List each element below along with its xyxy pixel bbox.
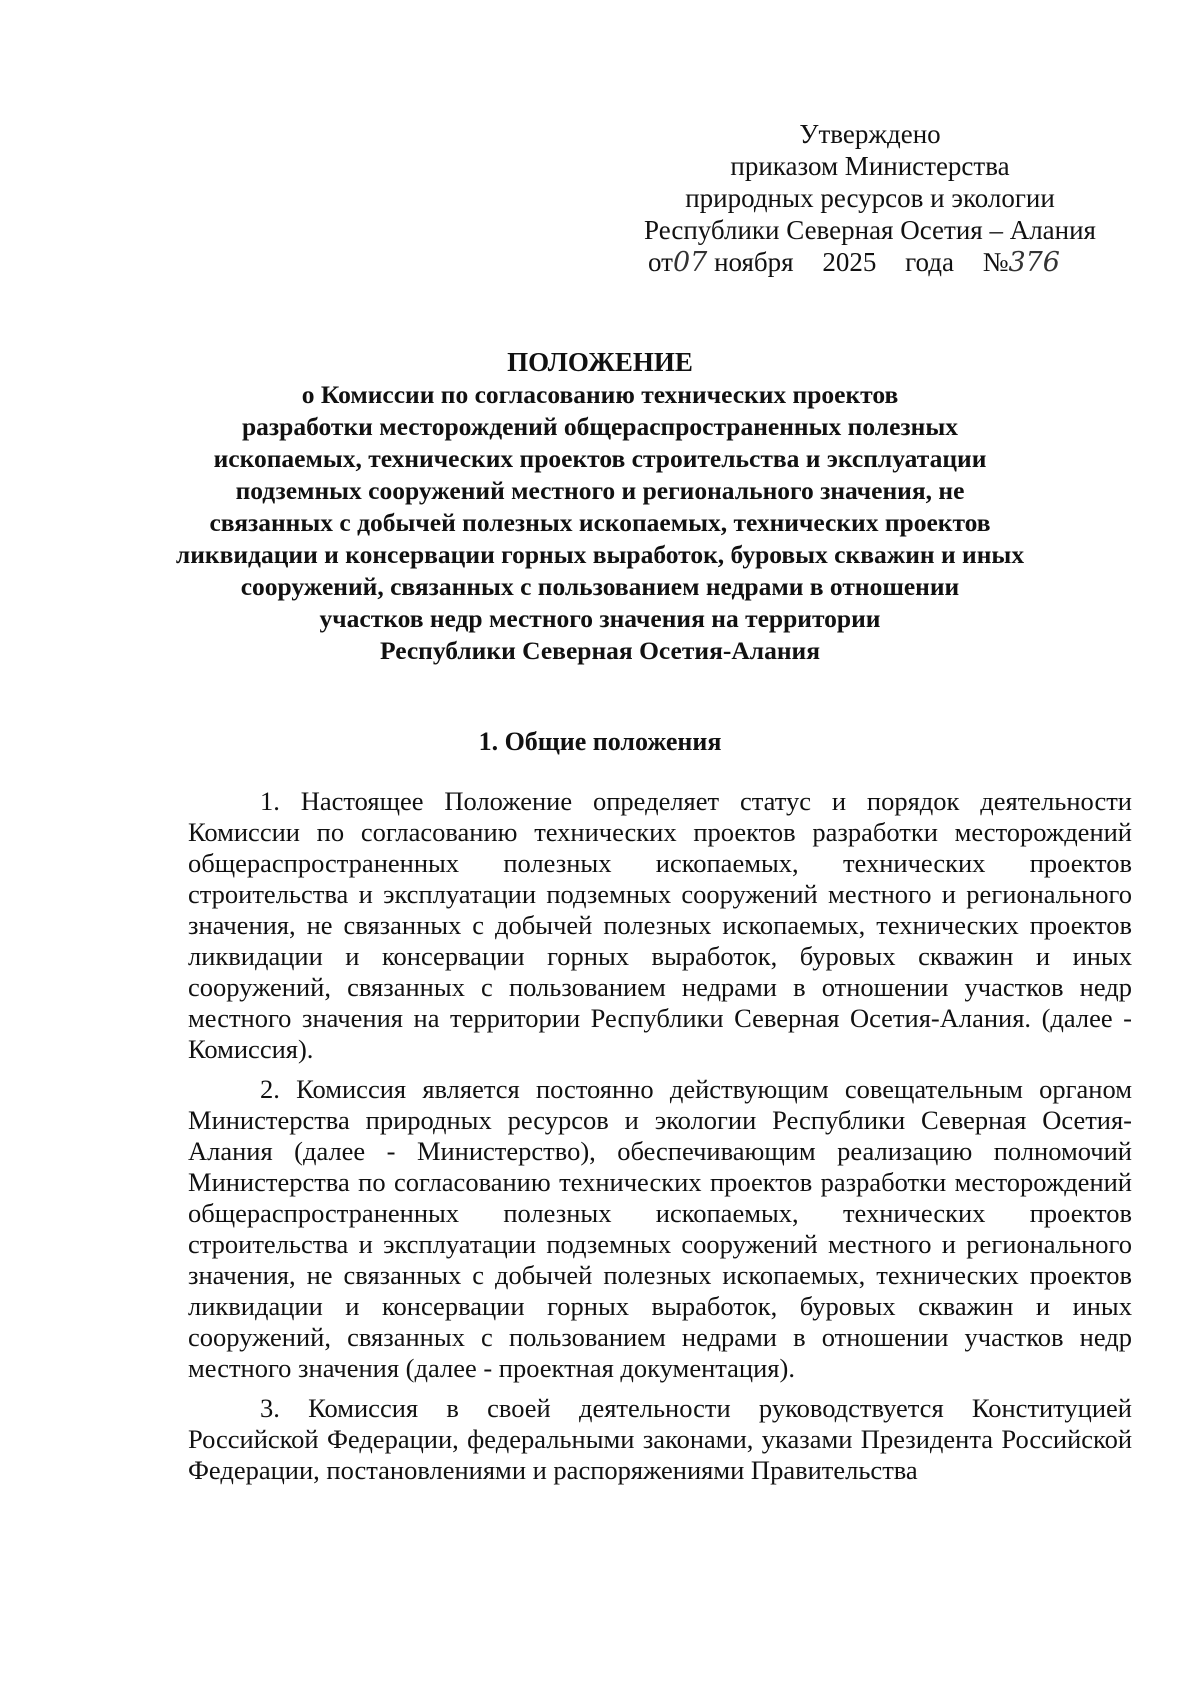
approval-stamp-block: [600, 118, 1140, 279]
document-title: [160, 346, 1040, 667]
title-line: ископаемых, технических проектов строительства и эксплуатации: [213, 444, 987, 473]
title-line: участков недр местного значения на территории: [319, 604, 881, 633]
title-line: Республики Северная Осетия-Алания: [379, 636, 821, 665]
title-line: подземных сооружений местного и регионального значения, не: [235, 476, 965, 505]
approval-line-1: Утверждено: [799, 119, 941, 149]
approval-line-3: природных ресурсов и экологии: [685, 183, 1055, 213]
title-line: сооружений, связанных с пользованием недрами в отношении: [240, 572, 960, 601]
approval-line-4: Республики Северная Осетия – Алания: [644, 215, 1096, 245]
number-sign: №: [982, 247, 1009, 277]
title-line: разработки месторождений общераспространенных полезных: [241, 412, 958, 441]
title-line: связанных с добычей полезных ископаемых, технических проектов: [209, 508, 991, 537]
title-line: ликвидации и консервации горных выработок, буровых скважин и иных: [175, 540, 1025, 569]
handwritten-number: 376: [1008, 247, 1060, 278]
approval-line-2: приказом Министерства: [730, 151, 1010, 181]
paragraph-1: 1. Настоящее Положение определяет статус и порядок деятельности Комиссии по согласованию технических проектов разработки месторождений общераспространенных полезных ископаемых, технических проектов строительства и эксплуатации подземных сооружений местного и регионального значения, не связанных с добычей полезных ископаемых, технических проектов ликвидации и консервации горных выработок, буровых скважин и иных сооружений, связанных с пользованием недрами в отношении участков недр местного значения на территории Республики Северная Осетия-Алания. (далее - Комиссия).: [188, 786, 1132, 1064]
date-year: 2025: [822, 247, 877, 277]
section-heading: 1. Общие положения: [478, 727, 722, 756]
title-heading: ПОЛОЖЕНИЕ: [507, 347, 693, 377]
handwritten-day: 07: [672, 247, 708, 278]
date-year-word: года: [905, 247, 954, 277]
paragraph-3: 3. Комиссия в своей деятельности руководствуется Конституцией Российской Федерации, федеральными законами, указами Президента Российской Федерации, постановлениями и распоряжениями Правительства: [188, 1393, 1132, 1485]
date-month: ноября: [714, 247, 794, 277]
approval-date-line: [600, 246, 1140, 279]
title-line: о Комиссии по согласованию технических проектов: [301, 380, 899, 409]
date-prefix: от: [648, 247, 673, 277]
paragraph-2: 2. Комиссия является постоянно действующим совещательным органом Министерства природных ресурсов и экологии Республики Северная Осетия-Алания (далее - Министерство), обеспечивающим реализацию полномочий Министерства по согласованию технических проектов разработки месторождений общераспространенных полезных ископаемых, технических проектов строительства и эксплуатации подземных сооружений местного и регионального значения, не связанных с добычей полезных ископаемых, технических проектов ликвидации и консервации горных выработок, буровых скважин и иных сооружений, связанных с пользованием недрами в отношении участков недр местного значения (далее - проектная документация).: [188, 1074, 1132, 1383]
section-body: [188, 786, 1132, 1495]
